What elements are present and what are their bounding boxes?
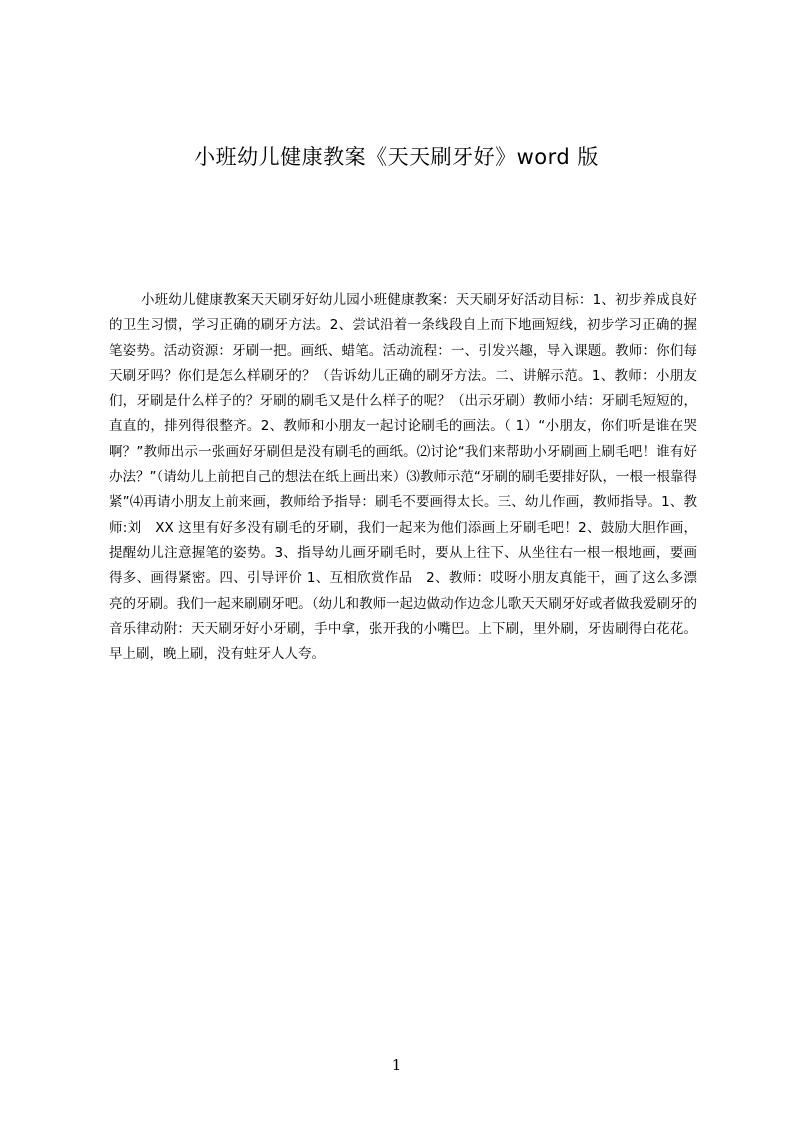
body-paragraph: 小班幼儿健康教案天天刷牙好幼儿园小班健康教案：天天刷牙好活动目标：1、初步养成良好的卫生习惯，学习正确的刷牙方法。2、尝试沿着一条线段自上而下地画短线，初步学习正确的握笔姿势。活动资源：牙刷一把。画纸、蜡笔。活动流程：一、引发兴趣，导入课题。教师：你们每天刷牙吗？你们是怎么样刷牙的？（告诉幼儿正确的刷牙方法。二、讲解示范。1、教师：小朋友们，牙刷是什么样子的？牙刷的刷毛又是什么样子的呢？（出示牙刷）教师小结：牙刷毛短短的，直直的，排列得很整齐。2、教师和小朋友一起讨论刷毛的画法。（ 1）“小朋友，你们听是谁在哭啊？”教师出示一张画好牙刷但是没有刷毛的画纸。⑵讨论“我们来帮助小牙刷画上刷毛吧！谁有好办法？”（请幼儿上前把自己的想法在纸上画出来）⑶教师示范“牙刷的刷毛要排好队，一根一根靠得紧”⑷再请小朋友上前来画，教师给予指导：刷毛不要画得太长。三、幼儿作画，教师指导。1、教师:刘 XX 这里有好多没有刷毛的牙刷，我们一起来为他们添画上牙刷毛吧！2、鼓励大胆作画，提醒幼儿注意握笔的姿势。3、指导幼儿画牙刷毛时，要从上往下、从坐往右一根一根地画，要画得多、画得紧密。四、引导评价 1、互相欣赏作品 2、教师：哎呀小朋友真能干，画了这么多漂亮的牙刷。我们一起来刷刷牙吧。（幼儿和教师一起边做动作边念儿歌天天刷牙好或者做我爱刷牙的音乐律动附：天天刷牙好小牙刷，手中拿，张开我的小嘴巴。上下刷，里外刷，牙齿刷得白花花。早上刷，晚上刷，没有蛀牙人人夸。 (109, 292, 697, 663)
page-number: 1 (391, 1056, 402, 1074)
document-title: 小班幼儿健康教案《天天刷牙好》word 版 (194, 145, 599, 169)
